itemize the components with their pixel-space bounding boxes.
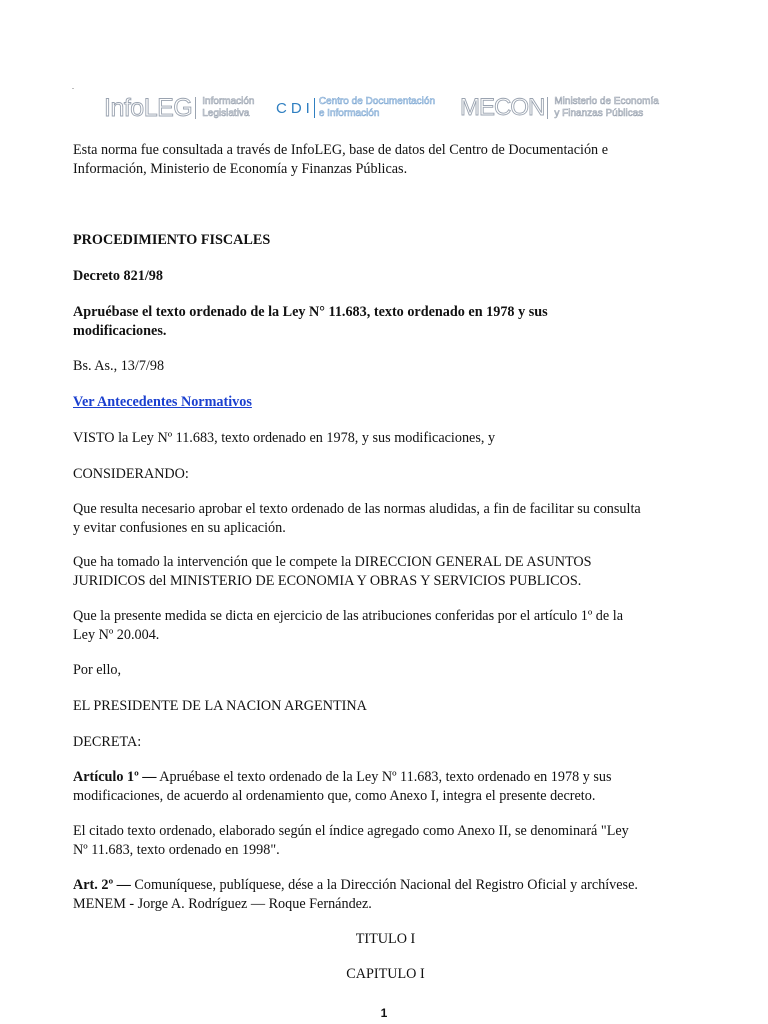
cdi-logo-subtitle [319, 96, 435, 120]
mecon-divider [547, 97, 548, 119]
cdi-divider [314, 98, 315, 118]
article-2-label: Art. 2º — [73, 877, 131, 893]
para2-line2: JURIDICOS del MINISTERIO DE ECONOMIA Y OBRAS Y SERVICIOS PUBLICOS. [73, 572, 582, 589]
considerando-heading: CONSIDERANDO: [73, 466, 189, 482]
infoleg-logo [104, 92, 254, 124]
intro-line1: Esta norma fue consultada a través de InfoLEG, base de datos del Centro de Documentación e [73, 142, 608, 158]
antecedentes-link[interactable]: Ver Antecedentes Normativos [73, 394, 252, 410]
titulo-heading: TITULO I [355, 931, 416, 947]
considerando-paragraph-3 [73, 607, 698, 644]
article-1-line1: Apruébase el texto ordenado de la Ley Nº 11.683, texto ordenado en 1978 y sus [156, 769, 612, 785]
cdi-logo [276, 92, 435, 124]
mecon-subtitle-line1: Ministerio de Economía [554, 96, 659, 107]
para2-line1: Que ha tomado la intervención que le compete la DIRECCION GENERAL DE ASUNTOS [73, 554, 592, 570]
cdi-logo-text: CDI [276, 99, 314, 117]
por-ello: Por ello, [73, 662, 122, 678]
intro-line2: Información, Ministerio de Economía y Finanzas Públicas. [73, 160, 408, 177]
visto-paragraph: VISTO la Ley Nº 11.683, texto ordenado en 1978, y sus modificaciones, y [73, 430, 496, 446]
para3-line2: Ley Nº 20.004. [73, 626, 160, 643]
header-logos [104, 92, 664, 124]
summary-line1: Apruébase el texto ordenado de la Ley N° 11.683, texto ordenado en 1978 y sus [73, 304, 548, 320]
antecedentes-link-row [73, 393, 698, 412]
mecon-logo [460, 92, 659, 124]
article-2-line2: MENEM - Jorge A. Rodríguez — Roque Fernández. [73, 895, 372, 912]
article-1-label: Artículo 1º — [73, 769, 157, 785]
mecon-logo-text: MECON [460, 94, 545, 121]
annex-paragraph [73, 822, 698, 859]
mecon-logo-subtitle [554, 96, 659, 120]
place-date: Bs. As., 13/7/98 [73, 358, 165, 374]
decreta-heading: DECRETA: [73, 734, 142, 750]
annex-line1: El citado texto ordenado, elaborado según el índice agregado como Anexo II, se denominará "Ley [73, 823, 629, 839]
para1-line2: y evitar confusiones en su aplicación. [73, 519, 286, 536]
document-title: PROCEDIMIENTO FISCALES [73, 232, 271, 248]
capitulo-heading: CAPITULO I [346, 966, 425, 982]
cdi-subtitle-line1: Centro de Documentación [318, 96, 436, 107]
article-2-line1: Comuníquese, publíquese, dése a la Dirección Nacional del Registro Oficial y archívese. [130, 877, 638, 893]
page-number: 1 [380, 1006, 388, 1020]
cdi-subtitle-line2: e Información [318, 108, 380, 119]
header-mark: . [72, 82, 74, 91]
para1-line1: Que resulta necesario aprobar el texto ordenado de las normas aludidas, a fin de facilitar su consulta [73, 501, 641, 517]
infoleg-subtitle-line1: Información [202, 96, 255, 107]
para3-line1: Que la presente medida se dicta en ejercicio de las atribuciones conferidas por el artículo 1º de la [73, 608, 623, 624]
infoleg-subtitle-line2: Legislativa [202, 108, 250, 119]
infoleg-logo-text: InfoLEG [104, 93, 193, 122]
article-1 [73, 768, 698, 805]
decree-number: Decreto 821/98 [73, 268, 163, 284]
infoleg-divider [195, 97, 196, 119]
mecon-subtitle-line2: y Finanzas Públicas [554, 108, 644, 119]
president-heading: EL PRESIDENTE DE LA NACION ARGENTINA [73, 698, 367, 714]
decree-summary [73, 303, 698, 340]
considerando-paragraph-1 [73, 500, 698, 537]
annex-line2: Nº 11.683, texto ordenado en 1998". [73, 841, 280, 858]
article-1-line2: modificaciones, de acuerdo al ordenamiento que, como Anexo I, integra el presente decreto. [73, 787, 596, 804]
considerando-paragraph-2 [73, 553, 698, 590]
summary-line2: modificaciones. [73, 322, 167, 339]
intro-paragraph [73, 141, 698, 178]
infoleg-logo-subtitle [202, 96, 254, 120]
article-2 [73, 876, 698, 913]
